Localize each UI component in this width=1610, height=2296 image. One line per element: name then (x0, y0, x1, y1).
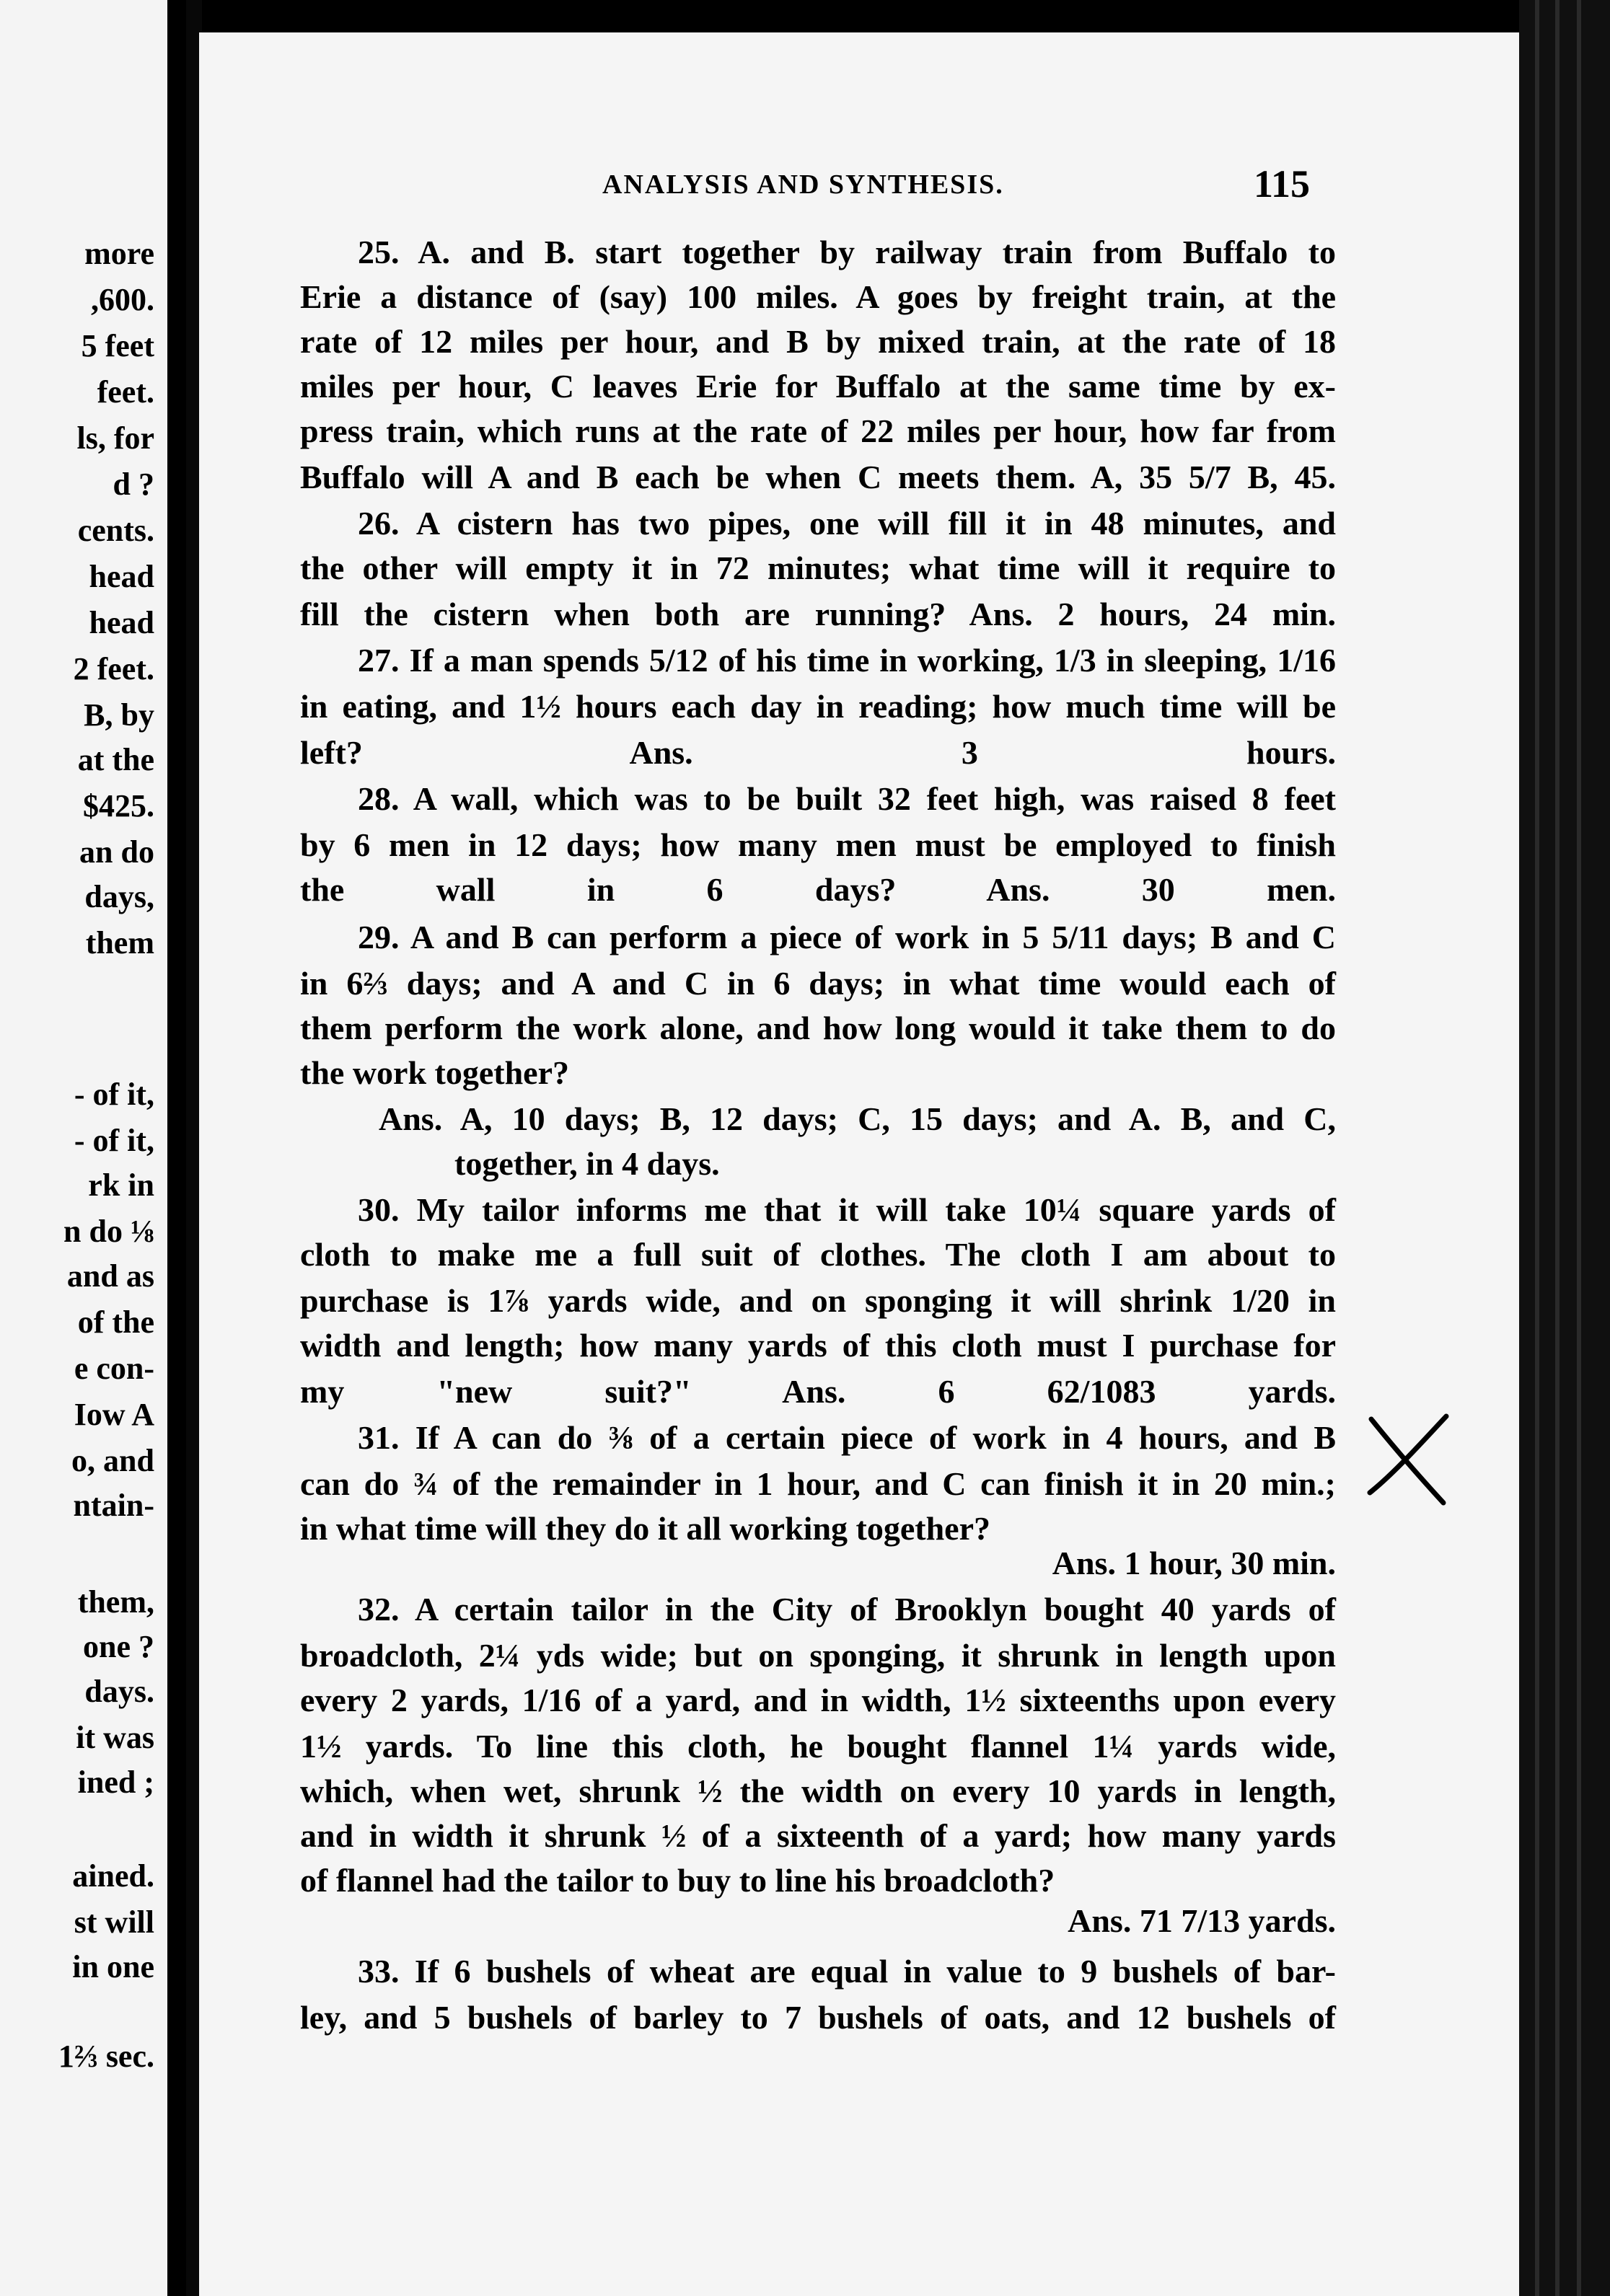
text-line: the wall in 6 days? Ans. 30 men. (300, 871, 1336, 908)
text-line: and in width it shrunk ½ of a sixteenth of a yard; how many yards (300, 1817, 1336, 1854)
answer-line: Ans. 1 hour, 30 min. (1052, 1545, 1336, 1581)
text-line: purchase is 1⅞ yards wide, and on sponging it will shrink 1/20 in (300, 1282, 1336, 1319)
right-page-edge (1519, 0, 1610, 2296)
text-line: Buffalo will A and B each be when C meets them. A, 35 5/7 B, 45. (300, 459, 1336, 495)
text-line: in 6⅔ days; and A and C in 6 days; in what time would each of (300, 965, 1336, 1002)
running-title: ANALYSIS AND SYNTHESIS. (602, 169, 1004, 200)
text-line: them perform the work alone, and how long would it take them to do (300, 1010, 1336, 1046)
text-line: every 2 yards, 1/16 of a yard, and in width, 1½ sixteenths upon every (300, 1682, 1336, 1718)
text-line: fill the cistern when both are running? Ans. 2 hours, 24 min. (300, 596, 1336, 632)
text-line: 28. A wall, which was to be built 32 feet high, was raised 8 feet (358, 780, 1336, 817)
text-line: 1½ yards. To line this cloth, he bought flannel 1¼ yards wide, (300, 1728, 1336, 1765)
margin-fragment: rk in (88, 1167, 154, 1203)
margin-fragment: in one (72, 1949, 154, 1984)
margin-fragment: head (89, 605, 154, 640)
margin-fragment: head (89, 559, 154, 594)
margin-fragment: B, by (84, 697, 154, 733)
page-number: 115 (1254, 162, 1311, 206)
text-line: the work together? (300, 1054, 570, 1091)
text-line: Erie a distance of (say) 100 miles. A goes by freight train, at the (300, 278, 1336, 315)
margin-fragment: more (84, 236, 154, 271)
margin-fragment: ntain- (73, 1488, 154, 1523)
margin-fragment: of the (77, 1304, 154, 1340)
margin-fragment: - of it, (74, 1077, 154, 1112)
text-line: in what time will they do it all working together? (300, 1510, 990, 1547)
margin-fragment: ls, for (76, 420, 154, 456)
text-line: by 6 men in 12 days; how many men must be employed to finish (300, 826, 1336, 863)
text-line: my "new suit?" Ans. 6 62/1083 yards. (300, 1373, 1336, 1410)
margin-fragment: 2 feet. (73, 651, 154, 686)
text-line: 29. A and B can perform a piece of work in 5 5/11 days; B and C (358, 919, 1336, 955)
answer-line: Ans. 71 7/13 yards. (1068, 1902, 1336, 1939)
margin-fragment: it was (76, 1720, 154, 1755)
text-line: 26. A cistern has two pipes, one will fill it in 48 minutes, and (358, 505, 1336, 542)
text-line: cloth to make me a full suit of clothes. The cloth I am about to (300, 1236, 1336, 1273)
margin-fragment: ained. (72, 1858, 154, 1894)
margin-fragment: $425. (83, 788, 154, 824)
page-header (411, 164, 1320, 208)
margin-fragment: feet. (97, 374, 154, 410)
margin-fragment: st will (74, 1904, 154, 1940)
text-line: rate of 12 miles per hour, and B by mixed train, at the rate of 18 (300, 323, 1336, 360)
margin-fragment: days. (84, 1674, 154, 1709)
answer-line: together, in 4 days. (454, 1145, 720, 1182)
text-line: 27. If a man spends 5/12 of his time in working, 1/3 in sleeping, 1/16 (358, 642, 1336, 679)
text-line: 31. If A can do ⅜ of a certain piece of work in 4 hours, and B (358, 1419, 1336, 1456)
margin-fragment: e con- (74, 1351, 154, 1386)
text-line: of flannel had the tailor to buy to line his broadcloth? (300, 1862, 1055, 1899)
answer-line: Ans. A, 10 days; B, 12 days; C, 15 days; and A. B, and C, (379, 1100, 1336, 1137)
margin-fragment: an do (79, 834, 154, 870)
margin-fragment: ined ; (77, 1765, 154, 1800)
margin-fragment: days, (84, 879, 154, 914)
text-line: 33. If 6 bushels of wheat are equal in value to 9 bushels of bar- (358, 1953, 1336, 1990)
text-line: ley, and 5 bushels of barley to 7 bushels of oats, and 12 bushels of (300, 1999, 1336, 2036)
margin-fragment: and as (66, 1258, 154, 1294)
handwritten-x-mark (1365, 1412, 1452, 1506)
margin-fragment: n do ⅛ (63, 1214, 154, 1249)
adjacent-page-fragment (0, 0, 167, 2296)
margin-fragment: o, and (71, 1443, 154, 1478)
text-line: miles per hour, C leaves Erie for Buffalo at the same time by ex- (300, 368, 1336, 405)
text-line: width and length; how many yards of this cloth must I purchase for (300, 1327, 1336, 1364)
text-line: 32. A certain tailor in the City of Brooklyn bought 40 yards of (358, 1591, 1336, 1628)
margin-fragment: - of it, (74, 1123, 154, 1158)
text-line: left? Ans. 3 hours. (300, 734, 1336, 771)
margin-fragment: ,600. (91, 282, 154, 317)
text-line: can do ¾ of the remainder in 1 hour, and C can finish it in 20 min.; (300, 1465, 1336, 1502)
margin-fragment: them, (77, 1584, 154, 1620)
margin-fragment: 5 feet (81, 328, 154, 363)
margin-fragment: cents. (77, 513, 154, 548)
margin-fragment: at the (77, 742, 154, 777)
text-line: in eating, and 1½ hours each day in reading; how much time will be (300, 688, 1336, 725)
margin-fragment: them (85, 925, 154, 961)
text-line: 30. My tailor informs me that it will take 10¼ square yards of (358, 1191, 1336, 1228)
text-line: the other will empty it in 72 minutes; what time will it require to (300, 549, 1336, 586)
margin-fragment: d ? (113, 467, 154, 502)
text-line: press train, which runs at the rate of 22 miles per hour, how far from (300, 412, 1336, 449)
text-line: 25. A. and B. start together by railway train from Buffalo to (358, 234, 1336, 270)
text-line: which, when wet, shrunk ½ the width on every 10 yards in length, (300, 1772, 1336, 1809)
margin-fragment: 1⅔ sec. (58, 2039, 154, 2074)
margin-fragment: one ? (83, 1629, 154, 1664)
margin-fragment: Iow A (74, 1397, 154, 1432)
text-line: broadcloth, 2¼ yds wide; but on sponging, it shrunk in length upon (300, 1637, 1336, 1674)
